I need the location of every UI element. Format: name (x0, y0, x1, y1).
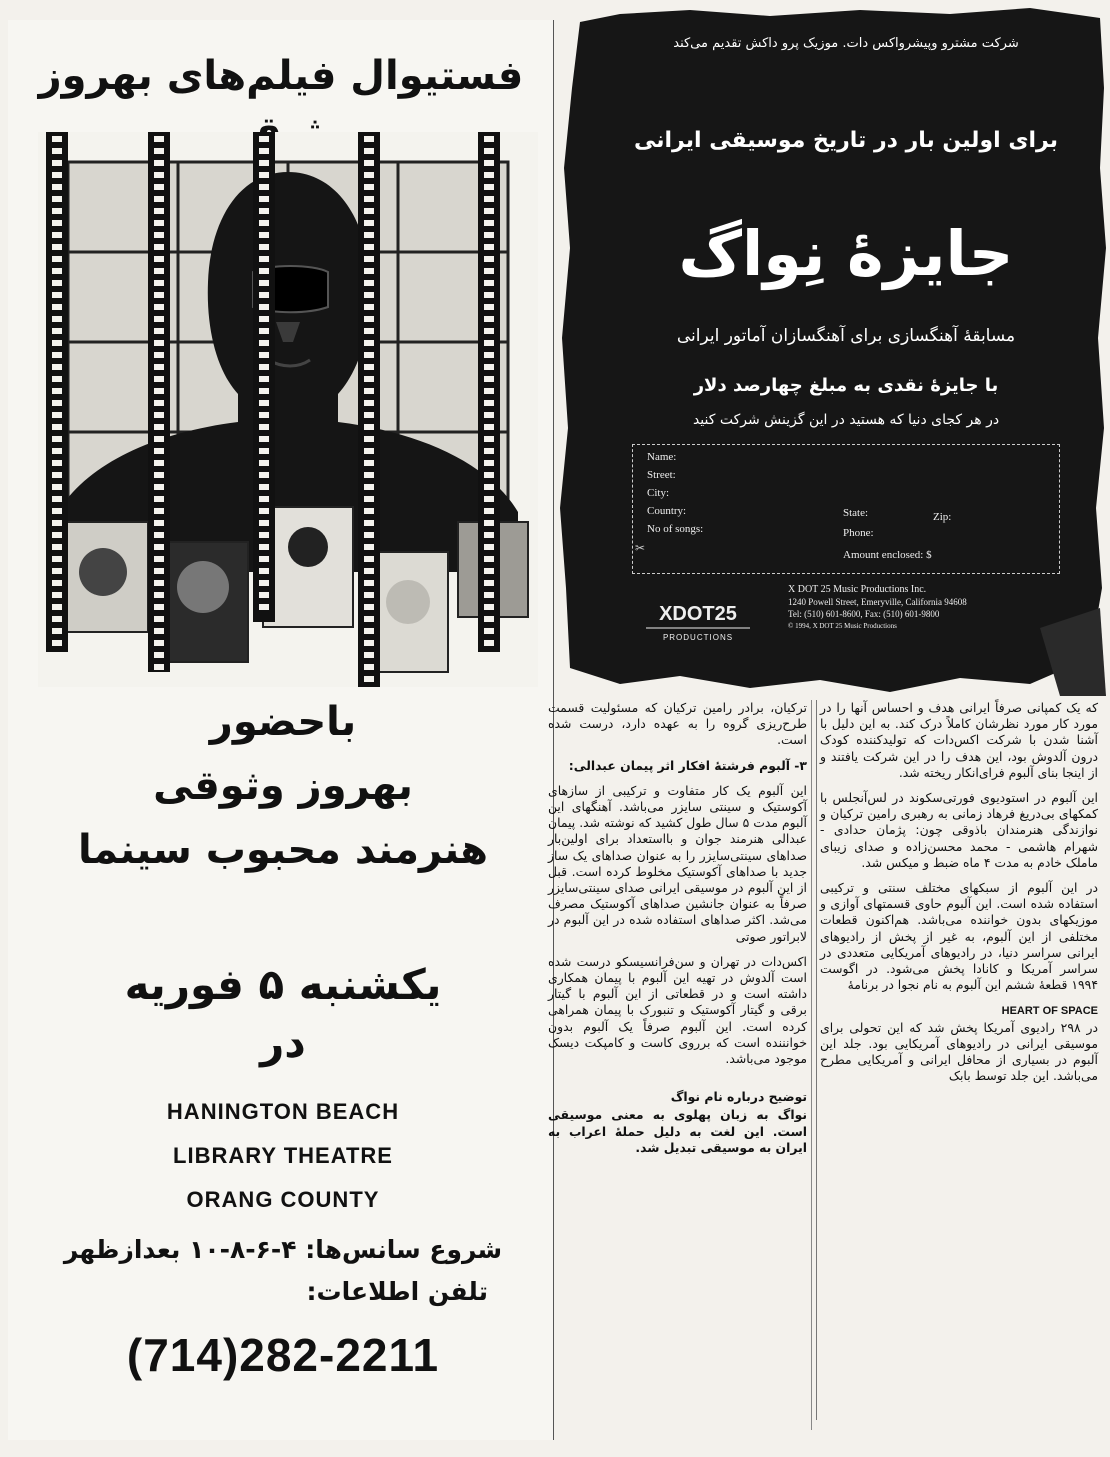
article-paragraph: در ۲۹۸ رادیوی آمریکا پخش شد که این تحولی برای موسیقی ایرانی در رادیوهای آمریکایی بود. جلد این آلبوم در بسیاری از محافل ایرانی و آمریکایی مطرح می‌باشد. این جلد توسط بابک (820, 1019, 1098, 1084)
venue-line-3: ORANG COUNTY (186, 1187, 380, 1212)
article-paragraph: این آلبوم یک کار متفاوت و ترکیبی از سازهای آکوستیک و سینتی سایزر می‌باشد. آهنگهای این آلبوم مدت ۵ سال طول کشید که نوشته شد. پیمان عبدالی هنرمند جوان و بااستعداد برای اولین‌بار صداهای سینتی‌سایزر را به عنوان صداهای یک ساز جدید با صداهای آکوستیک مخلوط کرده است. قبل از این آلبوم در موسیقی ایرانی صدای سینتی‌سایزر صرفاً به عنوان جانشین صداهای آکوستیک مصرف می‌شد. اکثر صداهای استفاده شده در این آلبوم در لابراتور صوتی (548, 782, 807, 944)
entry-form (632, 444, 1060, 574)
venue-prefix: در (260, 1018, 306, 1067)
contest-description: مسابقهٔ آهنگسازی برای آهنگسازان آماتور ایرانی (676, 326, 1016, 346)
form-field-amount[interactable]: Amount enclosed: $ (843, 549, 935, 561)
venue-line-1: HANINGTON BEACH (166, 1099, 400, 1124)
presenter-line: شرکت مشترو وپیشرواکس دات. موزیک پرو داکش تقدیم می‌کند (673, 36, 1019, 51)
form-field-name[interactable]: Name: (647, 451, 679, 463)
attendance-line-1: باحضور (209, 699, 357, 745)
article-column-right (820, 700, 1098, 1430)
navag-award-poster (560, 8, 1108, 696)
logo-subtext: PRODUCTIONS (662, 633, 734, 642)
form-field-zip[interactable]: Zip: (933, 511, 954, 523)
article-paragraph: در این آلبوم از سبکهای مختلف سنتی و ترکیبی استفاده شده است. این آلبوم حاوی قسمتهای آوازی و موزیکهای بدون خواننده می‌باشد. هم‌اکنون قطعات مختلفی از این آلبوم، به غیر از پخش از رادیوهای ایرانی سراسر دنیا، در رادیوهای آمریکایی متعددی در سراسر آمریکا و کانادا پخش می‌شود. در اگوست ۱۹۹۴ قطعهٔ ششم این آلبوم به نام نجوا در برنامهٔ (820, 880, 1098, 993)
form-field-street[interactable]: Street: (647, 469, 679, 481)
attendance-line-3: هنرمند محبوب سینما (77, 827, 489, 873)
info-phone-number: (714)282-2211 (126, 1329, 440, 1381)
article-paragraph: اکس‌دات در تهران و سن‌فرانسیسکو درست شده است آلدوش در تهیه این آلبوم با پیمان همکاری داشته است و در قطعاتی از این آلبوم با گیتار برقی و گیتار آکوستیک و تنبورک با پیمان همراهی کرده است. این آلبوم صرفاً یک آلبوم بدون خوانننده است که برروی کاست و کامپکت دیسک موجود می‌باشد. (548, 953, 807, 1067)
venue-line-2: LIBRARY THEATRE (173, 1143, 393, 1168)
scissors-icon: ✂ (635, 541, 646, 555)
xdot25-logo (638, 588, 758, 648)
form-field-country[interactable]: Country: (647, 505, 689, 517)
article-paragraph: ترکیان، برادر رامین ترکیان که مسئولیت قسمت طرح‌ریزی گروه را به عهده دارد، درست شده است. (548, 700, 807, 748)
award-title: جایزهٔ نِواگ (678, 217, 1014, 290)
venue-block (68, 1090, 498, 1222)
logo-text: XDOT25 (659, 603, 737, 625)
album-heading: ۳- آلبوم فرشتهٔ افکار اثر پیمان عبدالی: (568, 757, 807, 773)
event-date: یکشنبه ۵ فوریه (124, 960, 442, 1009)
info-phone-label: تلفن اطلاعات: (306, 1277, 488, 1306)
attendance-block (48, 690, 518, 882)
article-paragraph: این آلبوم در استودیوی فورتی‌سکوند در لس‌آنجلس با کمکهای بی‌دریغ فرهاد زمانی به رهبری رامین ترکیان و نوازندگی هنرمندان باذوقی چون: پژمان حدادی - شهرام هاشمی - محمد محسن‌زاده و صدای زیبای ماملک خادم به مدت ۴ ماه ضبط و میکس شد. (820, 790, 1098, 870)
name-explanation-heading: توضیح درباره نام نواگ (670, 1089, 807, 1105)
company-address: 1240 Powell Street, Emeryville, California 94608 (788, 597, 967, 607)
prize-line: با جایزهٔ نقدی به مبلغ چهارصد دلار (693, 375, 999, 396)
company-phone: Tel: (510) 601-8600, Fax: (510) 601-9800 (788, 609, 940, 619)
program-name: HEART OF SPACE (1001, 1005, 1098, 1018)
article-column-middle (544, 700, 812, 1430)
attendance-line-2: بهروز وثوقی (153, 763, 413, 809)
article-paragraph: که یک کمپانی صرفاً ایرانی هدف و احساس آنها را در مورد کار مورد نظرشان کاملاً درک کند. به این دلیل با آشنا شدن با شرکت اکس‌دات که تولیدکننده کودک درون آلدوش بود، این هدف را در این شرکت یافتند و از اینجا بنای آلبوم فرای‌انکار ریخته شد. (820, 700, 1098, 780)
column-divider (816, 700, 817, 1420)
film-strip-artwork (38, 132, 538, 687)
form-field-state[interactable]: State: (843, 507, 871, 519)
poster-content (628, 26, 1064, 656)
form-field-songs[interactable]: No of songs: (647, 523, 706, 535)
participate-line: در هر کجای دنیا که هستید در این گزینش شرکت کنید (692, 412, 1000, 428)
company-name: X DOT 25 Music Productions Inc. (788, 584, 927, 595)
company-contact (788, 584, 1058, 632)
showtimes: شروع سانس‌ها: ۴-۶-۸-۱۰ بعدازظهر (63, 1235, 503, 1264)
name-explanation-text: نواگ به زبان پهلوی به معنی موسیقی است. این لغت به دلیل حملهٔ اعراب به ایران به موسیقی تبدیل شد. (548, 1107, 807, 1155)
company-copyright: © 1994, X DOT 25 Music Productions (788, 622, 897, 630)
form-field-phone[interactable]: Phone: (843, 527, 877, 539)
first-time-headline: برای اولین بار در تاریخ موسیقی ایرانی (634, 128, 1058, 153)
film-festival-ad (8, 20, 554, 1440)
festival-title: فستیوال فیلم‌های بهروز (38, 53, 524, 99)
form-field-city[interactable]: City: (647, 487, 672, 499)
